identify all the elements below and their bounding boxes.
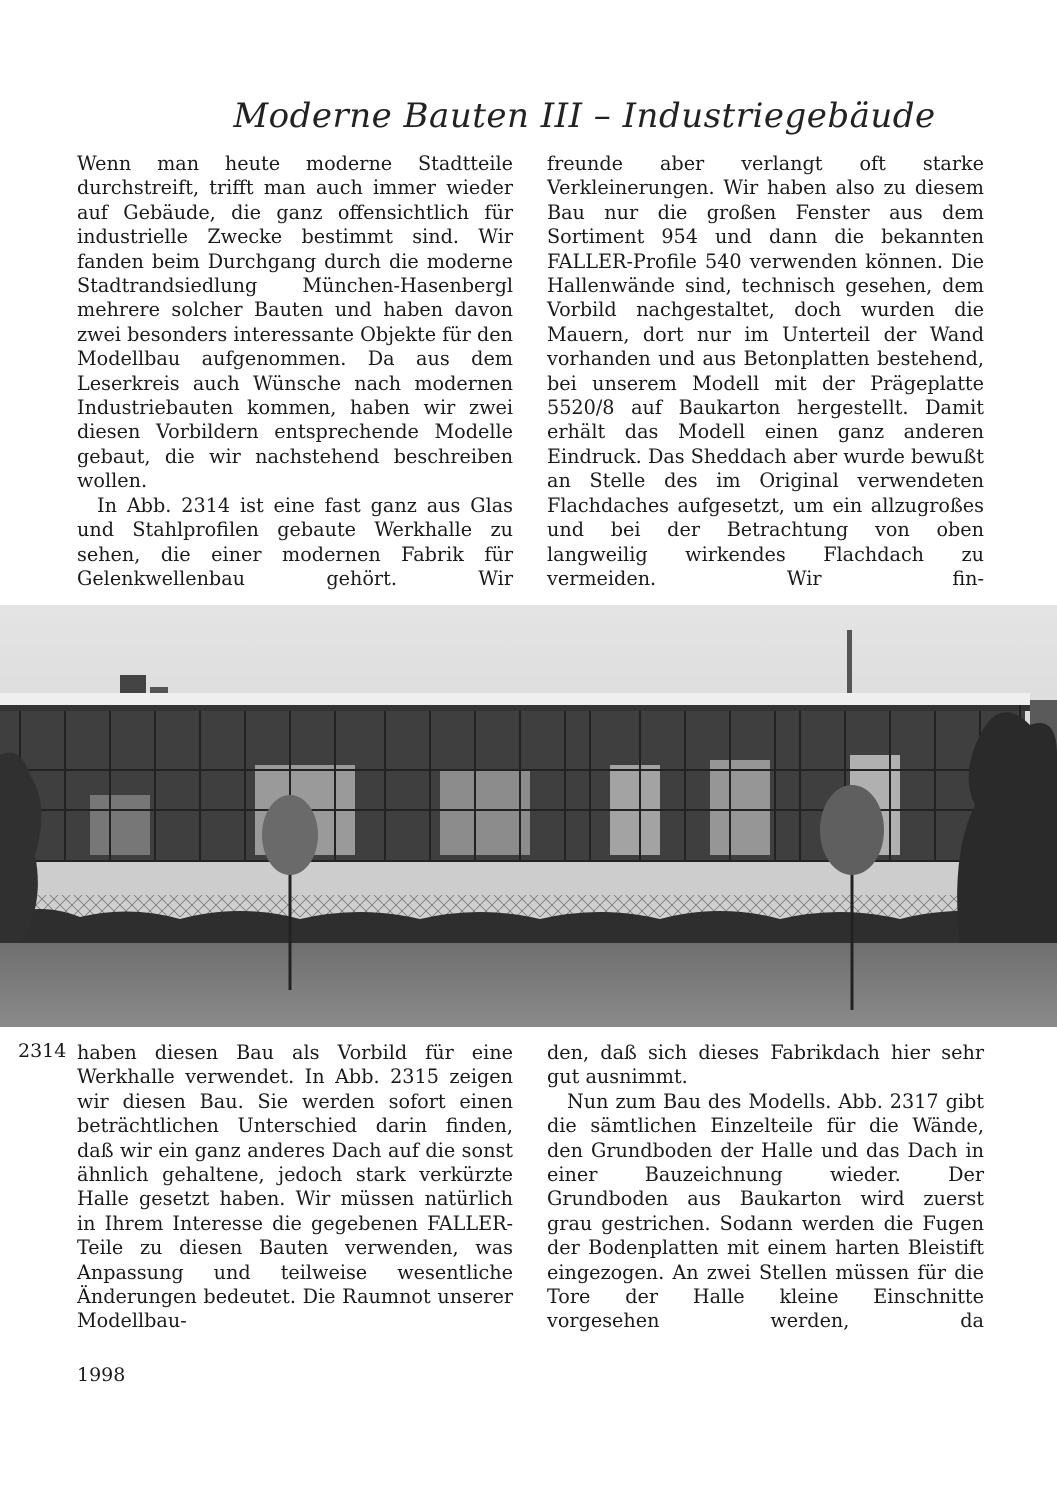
- article-title: Moderne Bauten III – Industriegebäude: [233, 96, 936, 136]
- paragraph: Wenn man heute moderne Stadtteile durchstreift, trifft man auch immer wieder auf Gebäude, die ganz offensichtlich für industrielle Zwecke bestimmt sind. Wir fanden beim Durchgang durch die moderne Stadtrandsiedlung München-Hasenbergl mehrere solcher Bauten und haben davon zwei besonders interessante Objekte für den Modellbau aufgenommen. Da aus dem Leserkreis auch Wünsche nach modernen Industriebauten kommen, haben wir zwei diesen Vorbildern entsprechende Modelle gebaut, die wir nachstehend beschreiben wollen.: [77, 152, 513, 493]
- column-top-left: [77, 152, 513, 591]
- lawn: [0, 943, 1057, 1027]
- page-number: 1998: [77, 1364, 126, 1386]
- building-photo: [0, 605, 1057, 1027]
- paragraph: haben diesen Bau als Vorbild für eine Werkhalle verwendet. In Abb. 2315 zeigen wir diesen Bau. Sie werden sofort einen beträchtlichen Unterschied darin finden, daß wir ein ganz anderes Dach auf die sonst ähnlich gehaltene, jedoch stark verkürzte Halle gesetzt haben. Wir müssen natürlich in Ihrem Interesse die gegebenen FALLER-Teile zu diesen Bauten verwenden, was Anpassung und teilweise wesentliche Änderungen bedeutet. Die Raumnot unserer Modellbau-: [77, 1041, 513, 1333]
- column-bottom-right: [547, 1041, 984, 1334]
- paragraph: In Abb. 2314 ist eine fast ganz aus Glas und Stahlprofilen gebaute Werkhalle zu sehen, die einer modernen Fabrik für Gelenkwellenbau gehört. Wir: [77, 493, 513, 590]
- figure-number: 2314: [18, 1040, 67, 1062]
- paragraph: den, daß sich dieses Fabrikdach hier sehr gut ausnimmt.: [547, 1041, 984, 1089]
- paragraph: freunde aber verlangt oft starke Verkleinerungen. Wir haben also zu diesem Bau nur die großen Fenster aus dem Sortiment 954 und dann die bekannten FALLER-Profile 540 verwenden können. Die Hallenwände sind, technisch gesehen, dem Vorbild nachgestaltet, doch wurden die Mauern, dort nur im Unterteil der Wand vorhanden und aus Betonplatten bestehend, bei unserem Modell mit der Prägeplatte 5520/8 auf Baukarton hergestellt. Damit erhält das Modell einen ganz anderen Eindruck. Das Sheddach aber wurde bewußt an Stelle des im Original verwendeten Flachdaches aufgesetzt, um ein allzugroßes und bei der Betrachtung von oben langweilig wirkendes Flachdach zu vermeiden. Wir fin-: [547, 152, 984, 590]
- fence: [0, 895, 1057, 917]
- roof-band: [0, 693, 1030, 707]
- column-top-right: [547, 152, 984, 591]
- column-bottom-left: [77, 1041, 513, 1334]
- paragraph: Nun zum Bau des Modells. Abb. 2317 gibt die sämtlichen Einzelteile für die Wände, den Grundboden der Halle und das Dach in einer Bauzeichnung wieder. Der Grundboden aus Baukarton wird zuerst grau gestrichen. Sodann werden die Fugen der Bodenplatten mit einem harten Bleistift eingezogen. An zwei Stellen müssen für die Tore der Halle kleine Einschnitte vorgesehen werden, da: [547, 1089, 984, 1333]
